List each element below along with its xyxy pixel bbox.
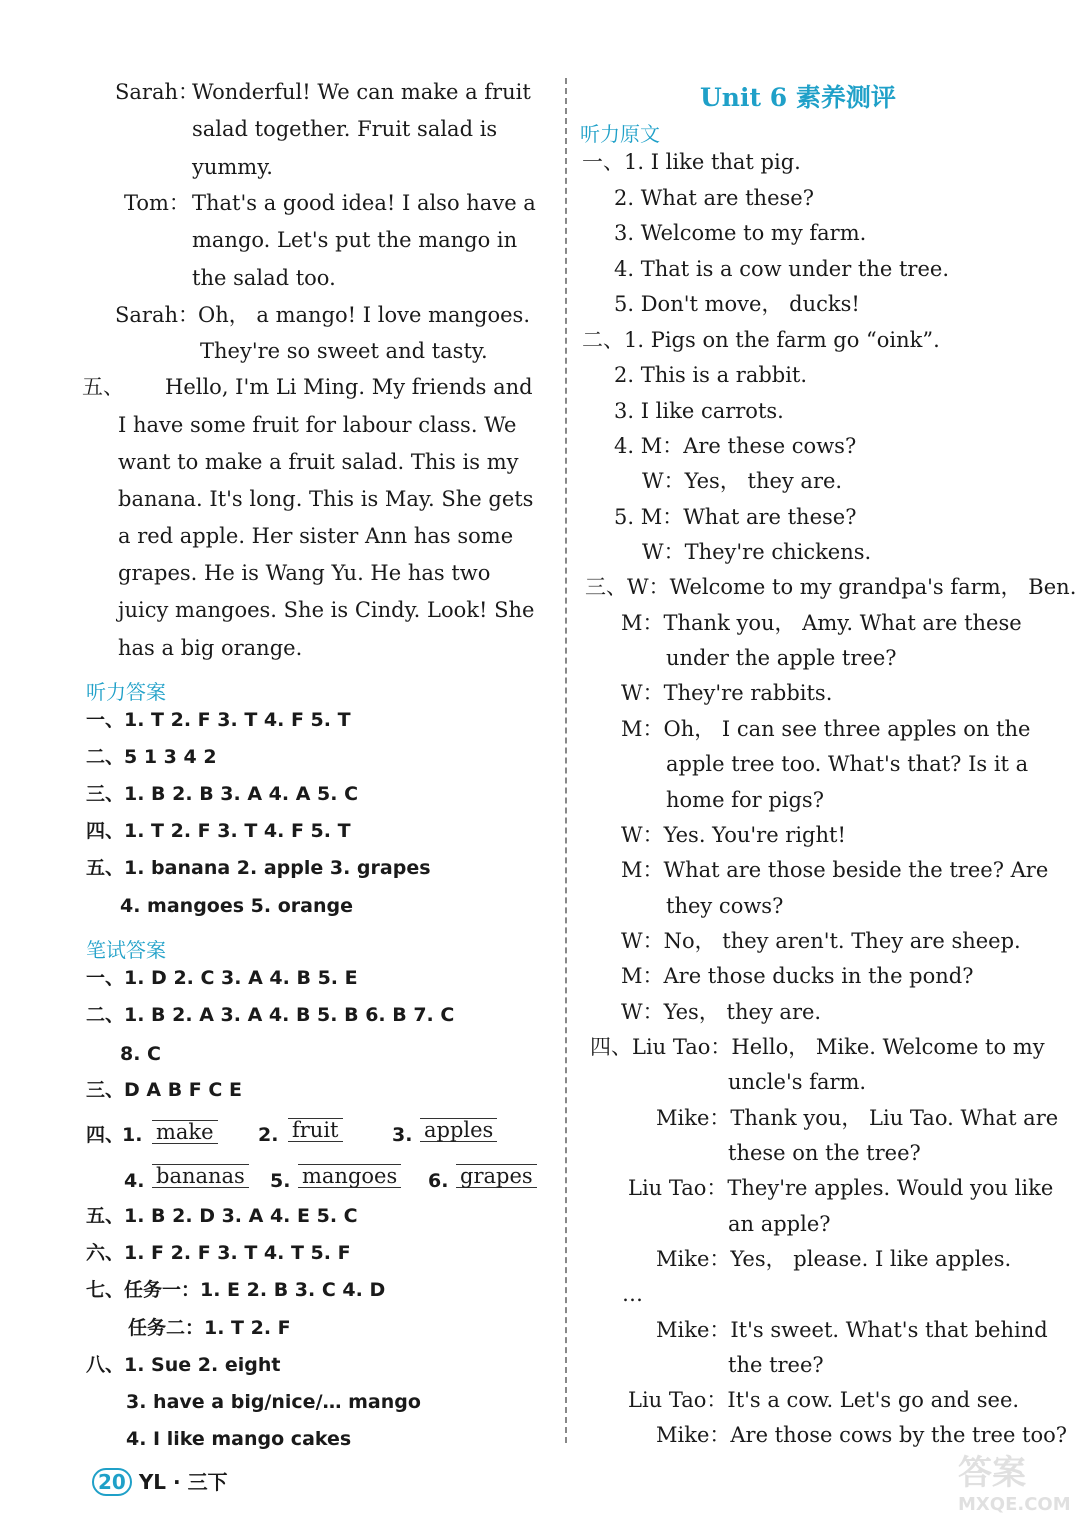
- script-line: 3. Welcome to my farm.: [614, 221, 867, 245]
- passage-line: banana. It's long. This is May. She gets: [118, 487, 534, 511]
- answer-row: 一、1. D 2. C 3. A 4. B 5. E: [86, 967, 358, 989]
- passage-line: juicy mangoes. She is Cindy. Look! She: [118, 598, 535, 622]
- script-line: …: [622, 1282, 643, 1306]
- script-line: apple tree too. What's that? Is it a: [666, 752, 1029, 776]
- script-line: 5. Don't move， ducks!: [614, 292, 860, 316]
- page-number: 20: [92, 1468, 132, 1496]
- answer-row: 八、1. Sue 2. eight: [86, 1354, 281, 1376]
- answer-row: 五、1. B 2. D 3. A 4. E 5. C: [86, 1205, 358, 1227]
- script-line: Liu Tao：It's a cow. Let's go and see.: [628, 1388, 1020, 1412]
- passage-line: Hello, I'm Li Ming. My friends and: [165, 375, 533, 399]
- script-line: Mike：Thank you， Liu Tao. What are: [656, 1106, 1059, 1130]
- handwriting-answer: make: [146, 1120, 224, 1144]
- answer-row: 三、D A B F C E: [86, 1079, 242, 1101]
- script-line: 三、W：Welcome to my grandpa's farm， Ben.: [585, 575, 1077, 599]
- answer-row: 3. have a big/nice/… mango: [126, 1391, 421, 1413]
- script-line: M：Oh， I can see three apples on the: [621, 717, 1031, 741]
- dialogue-line: yummy.: [192, 155, 273, 179]
- script-line: an apple?: [728, 1212, 831, 1236]
- four-num: 3.: [392, 1124, 413, 1146]
- passage-line: has a big orange.: [118, 636, 303, 660]
- four-label: 四、: [86, 1124, 125, 1146]
- handwriting-answer: apples: [414, 1118, 503, 1142]
- script-line: W：Yes， they are.: [642, 469, 843, 493]
- four-num: 5.: [270, 1170, 291, 1192]
- dialogue-line: salad together. Fruit salad is: [192, 117, 498, 141]
- speaker-sarah-1: Sarah：: [115, 80, 199, 104]
- speaker-tom: Tom：: [124, 191, 190, 215]
- answer-row: 4. I like mango cakes: [126, 1428, 352, 1450]
- listening-script-heading: 听力原文: [580, 122, 660, 146]
- passage-line: want to make a fruit salad. This is my: [118, 450, 519, 474]
- dialogue-line: They're so sweet and tasty.: [200, 339, 488, 363]
- page-footer: [92, 1466, 228, 1495]
- script-line: 4. M：Are these cows?: [614, 434, 857, 458]
- passage-line: grapes. He is Wang Yu. He has two: [118, 561, 491, 585]
- script-line: home for pigs?: [666, 788, 824, 812]
- script-line: W：They're rabbits.: [621, 681, 833, 705]
- answer-row: 二、5 1 3 4 2: [86, 746, 217, 768]
- script-line: W：No， they aren't. They are sheep.: [621, 929, 1021, 953]
- speaker-sarah-2: Sarah：: [115, 303, 199, 327]
- answer-row: 四、1. T 2. F 3. T 4. F 5. T: [86, 820, 351, 842]
- script-line: 四、Liu Tao：Hello， Mike. Welcome to my: [590, 1035, 1045, 1059]
- script-line: they cows?: [666, 894, 784, 918]
- script-line: 4. That is a cow under the tree.: [614, 257, 950, 281]
- passage-line: I have some fruit for labour class. We: [118, 413, 517, 437]
- dialogue-line: That's a good idea! I also have a: [192, 191, 536, 215]
- answer-row: 六、1. F 2. F 3. T 4. T 5. F: [86, 1242, 351, 1264]
- passage-line: a red apple. Her sister Ann has some: [118, 524, 514, 548]
- script-line: M：Thank you， Amy. What are these: [621, 611, 1022, 635]
- handwriting-answer: bananas: [146, 1164, 255, 1188]
- footer-label: YL · 三下: [138, 1470, 228, 1494]
- answer-row: 8. C: [120, 1043, 161, 1065]
- script-line: Mike：It's sweet. What's that behind: [656, 1318, 1048, 1342]
- script-line: 5. M：What are these?: [614, 505, 857, 529]
- script-line: 2. This is a rabbit.: [614, 363, 808, 387]
- script-line: under the apple tree?: [666, 646, 897, 670]
- column-divider: [565, 78, 567, 1443]
- script-line: Mike：Are those cows by the tree too?: [656, 1423, 1068, 1447]
- answer-row: 二、1. B 2. A 3. A 4. B 5. B 6. B 7. C: [86, 1004, 455, 1026]
- script-line: M：What are those beside the tree? Are: [621, 858, 1049, 882]
- script-line: W：Yes. You're right!: [621, 823, 846, 847]
- answer-row: 一、1. T 2. F 3. T 4. F 5. T: [86, 709, 351, 731]
- answer-row: 七、任务一：1. E 2. B 3. C 4. D: [86, 1279, 386, 1301]
- section-five-label: 五、: [82, 375, 124, 399]
- answer-row: 任务二：1. T 2. F: [128, 1317, 291, 1339]
- script-line: 一、1. I like that pig.: [582, 150, 801, 174]
- dialogue-line: mango. Let's put the mango in: [192, 228, 518, 252]
- script-line: these on the tree?: [728, 1141, 921, 1165]
- dialogue-line: the salad too.: [192, 266, 336, 290]
- script-line: 二、1. Pigs on the farm go “oink”.: [582, 328, 940, 352]
- script-line: W：Yes， they are.: [621, 1000, 822, 1024]
- script-line: W：They're chickens.: [642, 540, 872, 564]
- handwriting-answer: mangoes: [292, 1164, 407, 1188]
- listening-answers-heading: 听力答案: [86, 680, 166, 704]
- script-line: Mike：Yes， please. I like apples.: [656, 1247, 1012, 1271]
- dialogue-line: Wonderful! We can make a fruit: [192, 80, 531, 104]
- answer-row: 4. mangoes 5. orange: [120, 895, 353, 917]
- script-line: 2. What are these?: [614, 186, 814, 210]
- answer-row: 三、1. B 2. B 3. A 4. A 5. C: [86, 783, 359, 805]
- script-line: 3. I like carrots.: [614, 399, 784, 423]
- answer-row: 五、1. banana 2. apple 3. grapes: [86, 857, 431, 879]
- four-num: 1.: [122, 1124, 143, 1146]
- written-answers-heading: 笔试答案: [86, 938, 166, 962]
- handwriting-answer: fruit: [282, 1118, 349, 1142]
- unit-title: Unit 6 素养测评: [700, 83, 896, 112]
- script-line: M：Are those ducks in the pond?: [621, 964, 974, 988]
- four-num: 6.: [428, 1170, 449, 1192]
- script-line: uncle's farm.: [728, 1070, 867, 1094]
- dialogue-line: Oh， a mango! I love mangoes.: [198, 303, 530, 327]
- four-num: 2.: [258, 1124, 279, 1146]
- handwriting-answer: grapes: [450, 1164, 543, 1188]
- four-num: 4.: [124, 1170, 145, 1192]
- watermark: 答案 MXQE.COM: [958, 1453, 1071, 1515]
- script-line: Liu Tao：They're apples. Would you like: [628, 1176, 1054, 1200]
- script-line: the tree?: [728, 1353, 824, 1377]
